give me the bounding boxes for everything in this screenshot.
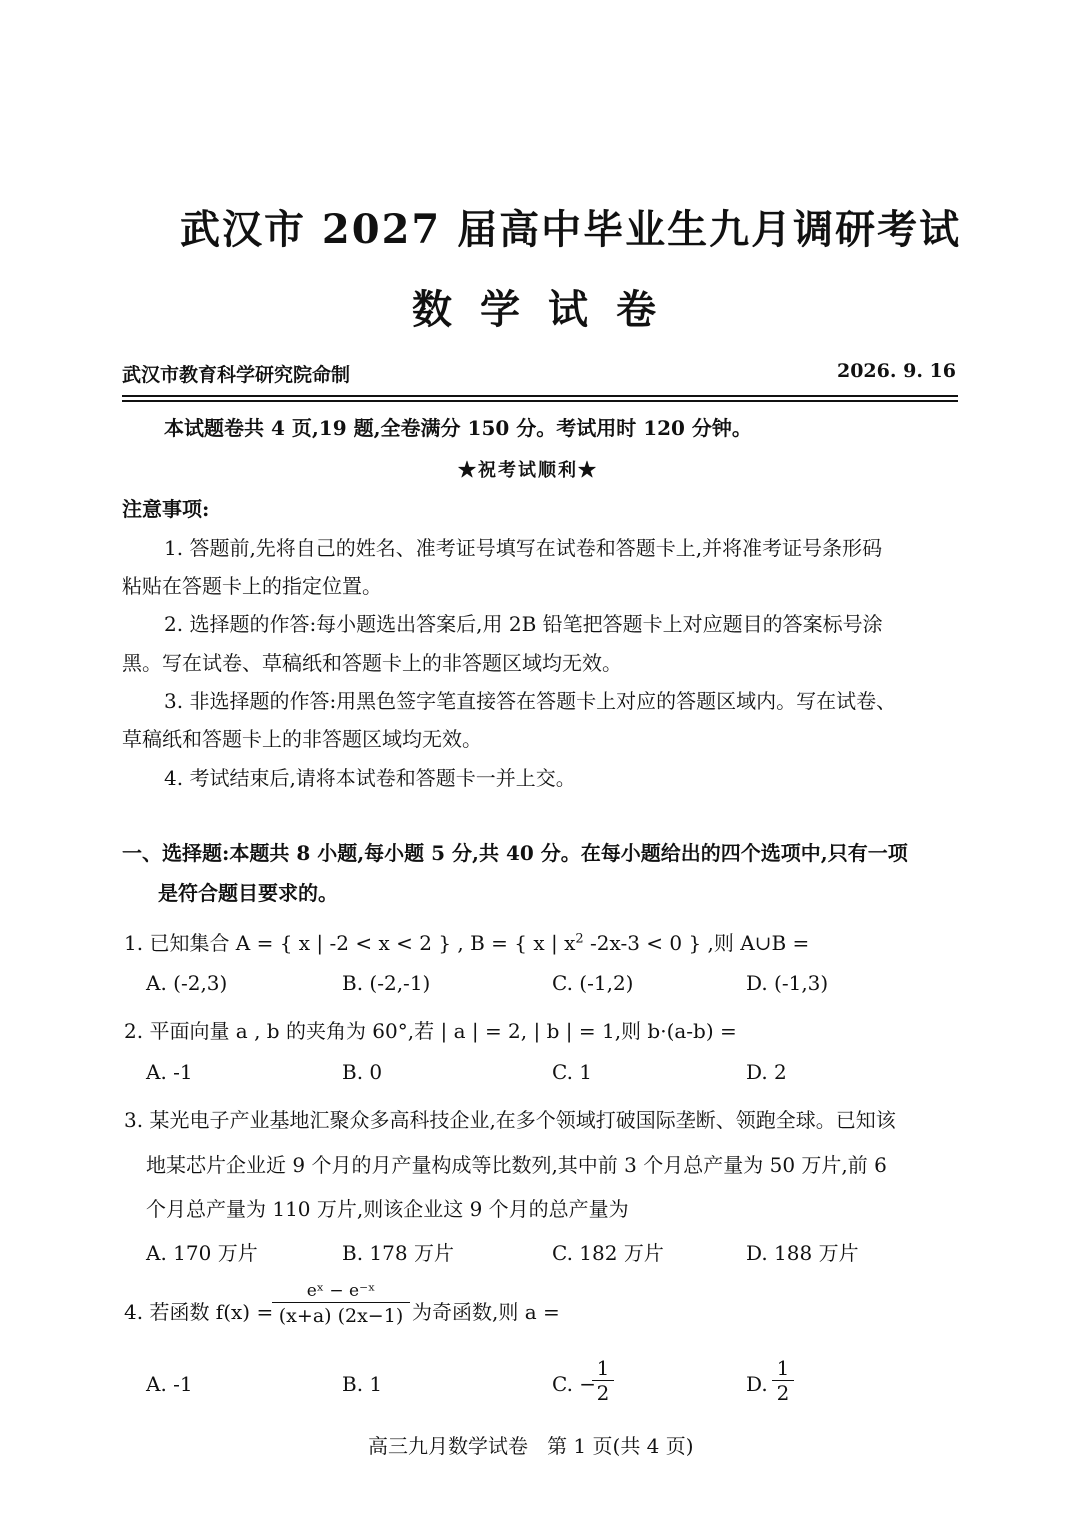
exam-title: 武汉市 2027 届高中毕业生九月调研考试 xyxy=(180,206,962,253)
question-4-denominator: (x+a) (2x−1) xyxy=(278,1305,404,1327)
notice-item-2-line-2: 黑。写在试卷、草稿纸和答题卡上的非答题区域均无效。 xyxy=(122,651,622,675)
notice-item-3-line-1: 3. 非选择题的作答:用黑色签字笔直接答在答题卡上对应的答题区域内。写在试卷、 xyxy=(164,689,897,713)
section-1-heading: 一、选择题:本题共 8 小题,每小题 5 分,共 40 分。在每小题给出的四个选项中,只有一项 xyxy=(122,841,908,865)
question-3-line-2: 地某芯片企业近 9 个月的月产量构成等比数列,其中前 3 个月总产量为 50 万片,前 6 xyxy=(146,1153,887,1177)
notice-heading: 注意事项: xyxy=(122,497,210,521)
question-4-option-a: A. -1 xyxy=(146,1372,193,1396)
question-1-option-c: C. (-1,2) xyxy=(552,971,634,995)
question-3-option-a: A. 170 万片 xyxy=(146,1241,258,1265)
option-d-denominator: 2 xyxy=(776,1381,790,1405)
notice-item-2-line-1: 2. 选择题的作答:每小题选出答案后,用 2B 铅笔把答题卡上对应题目的答案标号涂 xyxy=(164,612,883,636)
question-4-option-d-fraction xyxy=(772,1356,794,1405)
question-1-option-b: B. (-2,-1) xyxy=(342,971,431,995)
question-3-line-3: 个月总产量为 110 万片,则该企业这 9 个月的总产量为 xyxy=(146,1197,629,1221)
question-3-option-d: D. 188 万片 xyxy=(746,1241,859,1265)
question-1-stem-b: -2x-3 < 0 } ,则 A∪B = xyxy=(583,931,810,955)
header-rule-top xyxy=(122,395,958,397)
question-2-option-a: A. -1 xyxy=(146,1060,193,1084)
question-3-line-1: 3. 某光电子产业基地汇聚众多高科技企业,在多个领域打破国际垄断、领跑全球。已知该 xyxy=(124,1108,896,1132)
question-4-option-d: D. xyxy=(746,1372,768,1396)
question-2-option-d: D. 2 xyxy=(746,1060,787,1084)
question-1-exponent: 2 xyxy=(575,931,584,947)
question-2-option-c: C. 1 xyxy=(552,1060,593,1084)
question-3-option-b: B. 178 万片 xyxy=(342,1241,454,1265)
question-3-option-c: C. 182 万片 xyxy=(552,1241,664,1265)
option-c-denominator: 2 xyxy=(596,1381,610,1405)
question-1-stem xyxy=(124,927,809,956)
question-4-option-c: C. − xyxy=(552,1372,597,1396)
notice-item-4: 4. 考试结束后,请将本试卷和答题卡一并上交。 xyxy=(164,766,576,790)
question-2-option-b: B. 0 xyxy=(342,1060,383,1084)
section-1-heading-cont: 是符合题目要求的。 xyxy=(158,881,338,905)
page-footer: 高三九月数学试卷 第 1 页(共 4 页) xyxy=(368,1434,694,1458)
notice-item-1-line-1: 1. 答题前,先将自己的姓名、准考证号填写在试卷和答题卡上,并将准考证号条形码 xyxy=(164,536,883,560)
question-1-option-d: D. (-1,3) xyxy=(746,971,829,995)
question-4-stem-suffix: 为奇函数,则 a = xyxy=(412,1300,560,1324)
question-4-option-b: B. 1 xyxy=(342,1372,383,1396)
exam-subtitle: 数学试卷 xyxy=(412,286,684,333)
exam-summary: 本试题卷共 4 页,19 题,全卷满分 150 分。考试用时 120 分钟。 xyxy=(164,416,752,440)
question-4-numerator: eˣ − e⁻ˣ xyxy=(306,1281,376,1301)
notice-item-1-line-2: 粘贴在答题卡上的指定位置。 xyxy=(122,574,382,598)
blessing: ★祝考试顺利★ xyxy=(458,460,598,481)
question-4-fraction xyxy=(272,1280,410,1329)
notice-item-3-line-2: 草稿纸和答题卡上的非答题区域均无效。 xyxy=(122,727,482,751)
question-1-option-a: A. (-2,3) xyxy=(146,971,228,995)
option-d-numerator: 1 xyxy=(776,1356,790,1380)
option-c-numerator: 1 xyxy=(596,1356,610,1380)
issuer: 武汉市教育科学研究院命制 xyxy=(122,364,351,386)
question-1-stem-a: 1. 已知集合 A = { x | -2 < x < 2 } , B = { x | x xyxy=(124,931,576,955)
header-rule-bottom xyxy=(122,400,958,402)
exam-date: 2026. 9. 16 xyxy=(836,360,956,382)
question-4-stem-prefix: 4. 若函数 f(x) = xyxy=(124,1300,274,1324)
question-2-stem: 2. 平面向量 a , b 的夹角为 60°,若 | a | = 2, | b | = 1,则 b·(a-b) = xyxy=(124,1019,737,1043)
question-4-option-c-fraction xyxy=(592,1356,614,1405)
